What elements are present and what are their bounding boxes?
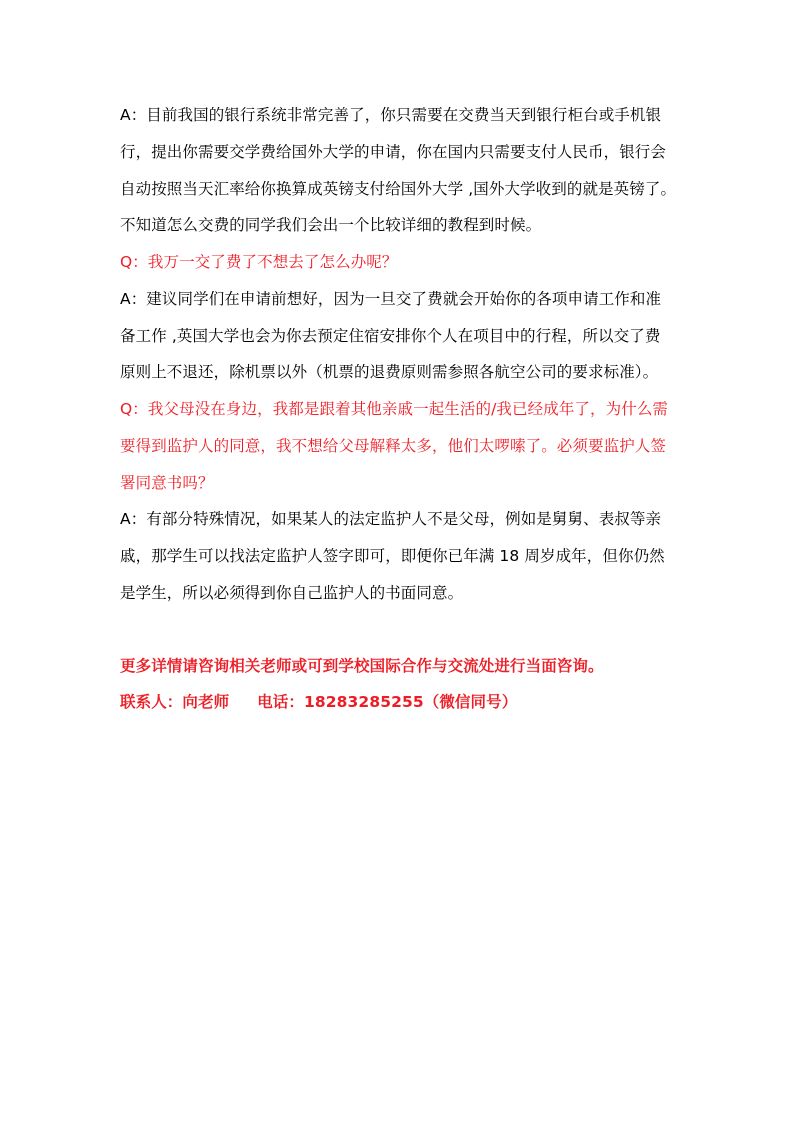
answer-line: 戚，那学生可以找法定监护人签字即可，即便你已年满 18 周岁成年，但你仍然 [120, 547, 665, 565]
answer-line: 自动按照当天汇率给你换算成英镑支付给国外大学 ,国外大学收到的就是英镑了。 [120, 179, 677, 198]
answer-line: 是学生，所以必须得到你自己监护人的书面同意。 [120, 583, 464, 602]
consult-notice: 更多详情请咨询相关老师或可到学校国际合作与交流处进行当面咨询。 [120, 656, 604, 675]
question-line: 要得到监护人的同意，我不想给父母解释太多，他们太啰嗦了。必须要监护人签 [120, 436, 667, 455]
question-line: Q：我父母没在身边，我都是跟着其他亲戚一起生活的/我已经成年了，为什么需 [120, 400, 669, 418]
question-line: Q：我万一交了费了不想去了怎么办呢？ [120, 253, 398, 271]
answer-line: 行，提出你需要交学费给国外大学的申请，你在国内只需要支付人民币，银行会 [120, 142, 667, 161]
contact-info [120, 692, 705, 712]
answer-line: 原则上不退还，除机票以外（机票的退费原则需参照各航空公司的要求标准）。 [120, 363, 659, 382]
question-line: 署同意书吗？ [120, 473, 214, 492]
contact-phone: 电话：18283285255（微信同号） [257, 693, 518, 712]
contact-person: 联系人：向老师 [120, 693, 230, 712]
answer-line: 备工作 ,英国大学也会为你去预定住宿安排你个人在项目中的行程，所以交了费 [120, 326, 661, 345]
answer-line: A：建议同学们在申请前想好，因为一旦交了费就会开始你的各项申请工作和准 [120, 289, 662, 308]
section-spacer [120, 620, 705, 656]
answer-line: 不知道怎么交费的同学我们会出一个比较详细的教程到时候。 [120, 216, 542, 235]
answer-line: A：目前我国的银行系统非常完善了，你只需要在交费当天到银行柜台或手机银 [120, 106, 662, 124]
answer-line: A：有部分特殊情况，如果某人的法定监护人不是父母，例如是舅舅、表叔等亲 [120, 510, 662, 529]
document-body [120, 105, 705, 729]
